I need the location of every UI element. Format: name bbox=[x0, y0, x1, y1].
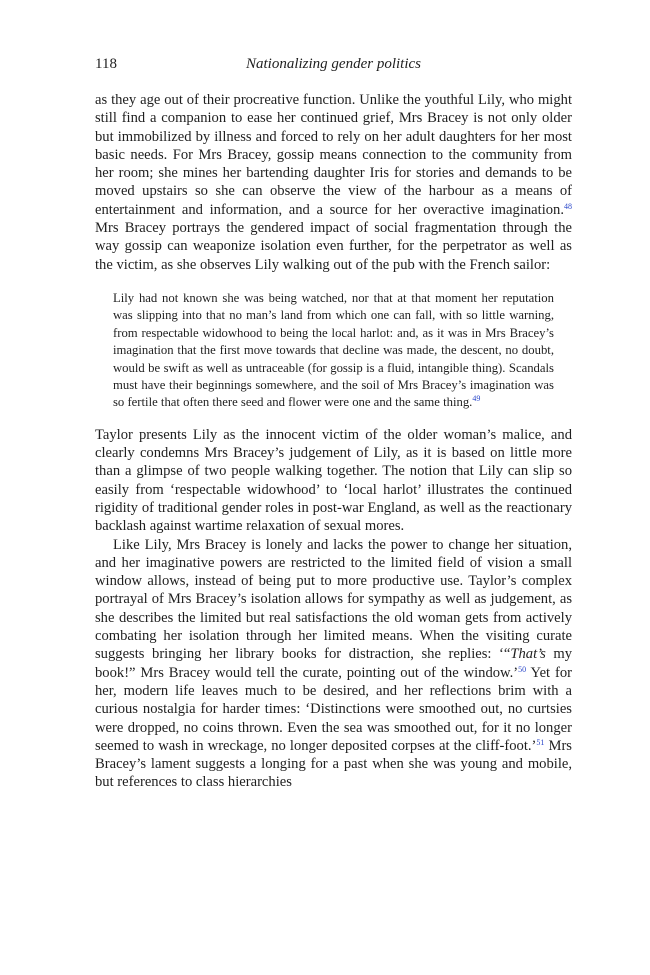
page-number: 118 bbox=[95, 56, 117, 72]
paragraph-3-text-b: my book!” Mrs Bracey would tell the curate, pointing out of the window.’ bbox=[95, 646, 573, 681]
paragraph-3-emphasis: That’s bbox=[510, 646, 546, 663]
paragraph-1-text-b: Mrs Bracey portrays the gendered impact of social fragmentation through the way gossip can weaponize isolation even further, for the perpetrator as well as the victim, as she observes Lily walking out of the pub with the French sailor: bbox=[95, 220, 572, 273]
paragraph-1-text-a: as they age out of their procreative function. Unlike the youthful Lily, who might still find a companion to ease her continued grief, Mrs Bracey is not only older but immobilized by illness and forced to rely on her adult daughters for her most basic needs. For Mrs Bracey, gossip means connection to the community from her room; she mines her bartending daughter Iris for stories and demands to be moved upstairs so she can observe the view of the harbour as a means of entertainment and information, and a source for her overactive imagination. bbox=[95, 92, 572, 218]
block-quote bbox=[113, 290, 554, 412]
chapter-title: Nationalizing gender politics bbox=[246, 56, 421, 72]
paragraph-3-text-a: Like Lily, Mrs Bracey is lonely and lacks the power to change her situation, and her imaginative powers are restricted to the limited field of vision a small window allows, instead of being put to more productive use. Taylor’s complex portrayal of Mrs Bracey’s isolation allows for sympathy as well as judgement, as she describes the limited but real satisfactions the old woman gets from actively combating her isolation through her limited means. When the visiting curate suggests bringing her library books for distraction, she replies: ‘“ bbox=[95, 536, 572, 663]
paragraph-2: Taylor presents Lily as the innocent victim of the older woman’s malice, and clearly condemns Mrs Bracey’s judgement of Lily, as it is based on little more than a glimpse of two people walking together. The notion that Lily can slip so easily from ‘respectable widowhood’ to ‘local harlot’ illustrates the continued rigidity of traditional gender roles in post-war England, as well as the reactionary backlash against wartime relaxation of sexual mores. bbox=[95, 426, 572, 535]
footnote-ref-48[interactable]: 48 bbox=[564, 201, 572, 211]
paragraph-3-text-c: Yet for her, modern life leaves much to be desired, and her reflections brim with a curious nostalgia for harder times: ‘Distinctions were smoothed out, no curtsies were dropped, no coins thrown. Even the sea was smoothed out, for it no longer seemed to wash in wreckage, no longer deposited corpses at the cliff-foot.’ bbox=[95, 664, 572, 754]
paragraph-3 bbox=[95, 536, 572, 792]
footnote-ref-50[interactable]: 50 bbox=[518, 664, 527, 674]
running-head bbox=[95, 54, 572, 74]
footnote-ref-49[interactable]: 49 bbox=[472, 394, 481, 404]
paragraph-1 bbox=[95, 91, 572, 274]
block-quote-text: Lily had not known she was being watched, nor that at that moment her reputation was slipping into that no man’s land from which one can fall, with so little warning, from respectable widowhood to being the local harlot: and, as it was in Mrs Bracey’s imagination that the first move towards that decline was made, the descent, no doubt, would be swift as well as untraceable (for gossip is a fluid, intangible thing). Scandals must have their beginnings somewhere, and the soil of Mrs Bracey’s imagination was so fertile that often there seed and flower were one and the same thing. bbox=[113, 290, 554, 410]
paragraph-3-text-d: Mrs Bracey’s lament suggests a longing for a past when she was young and mobile, but references to class hierarchies bbox=[95, 737, 572, 791]
body-text bbox=[95, 91, 572, 792]
footnote-ref-51[interactable]: 51 bbox=[536, 737, 545, 747]
